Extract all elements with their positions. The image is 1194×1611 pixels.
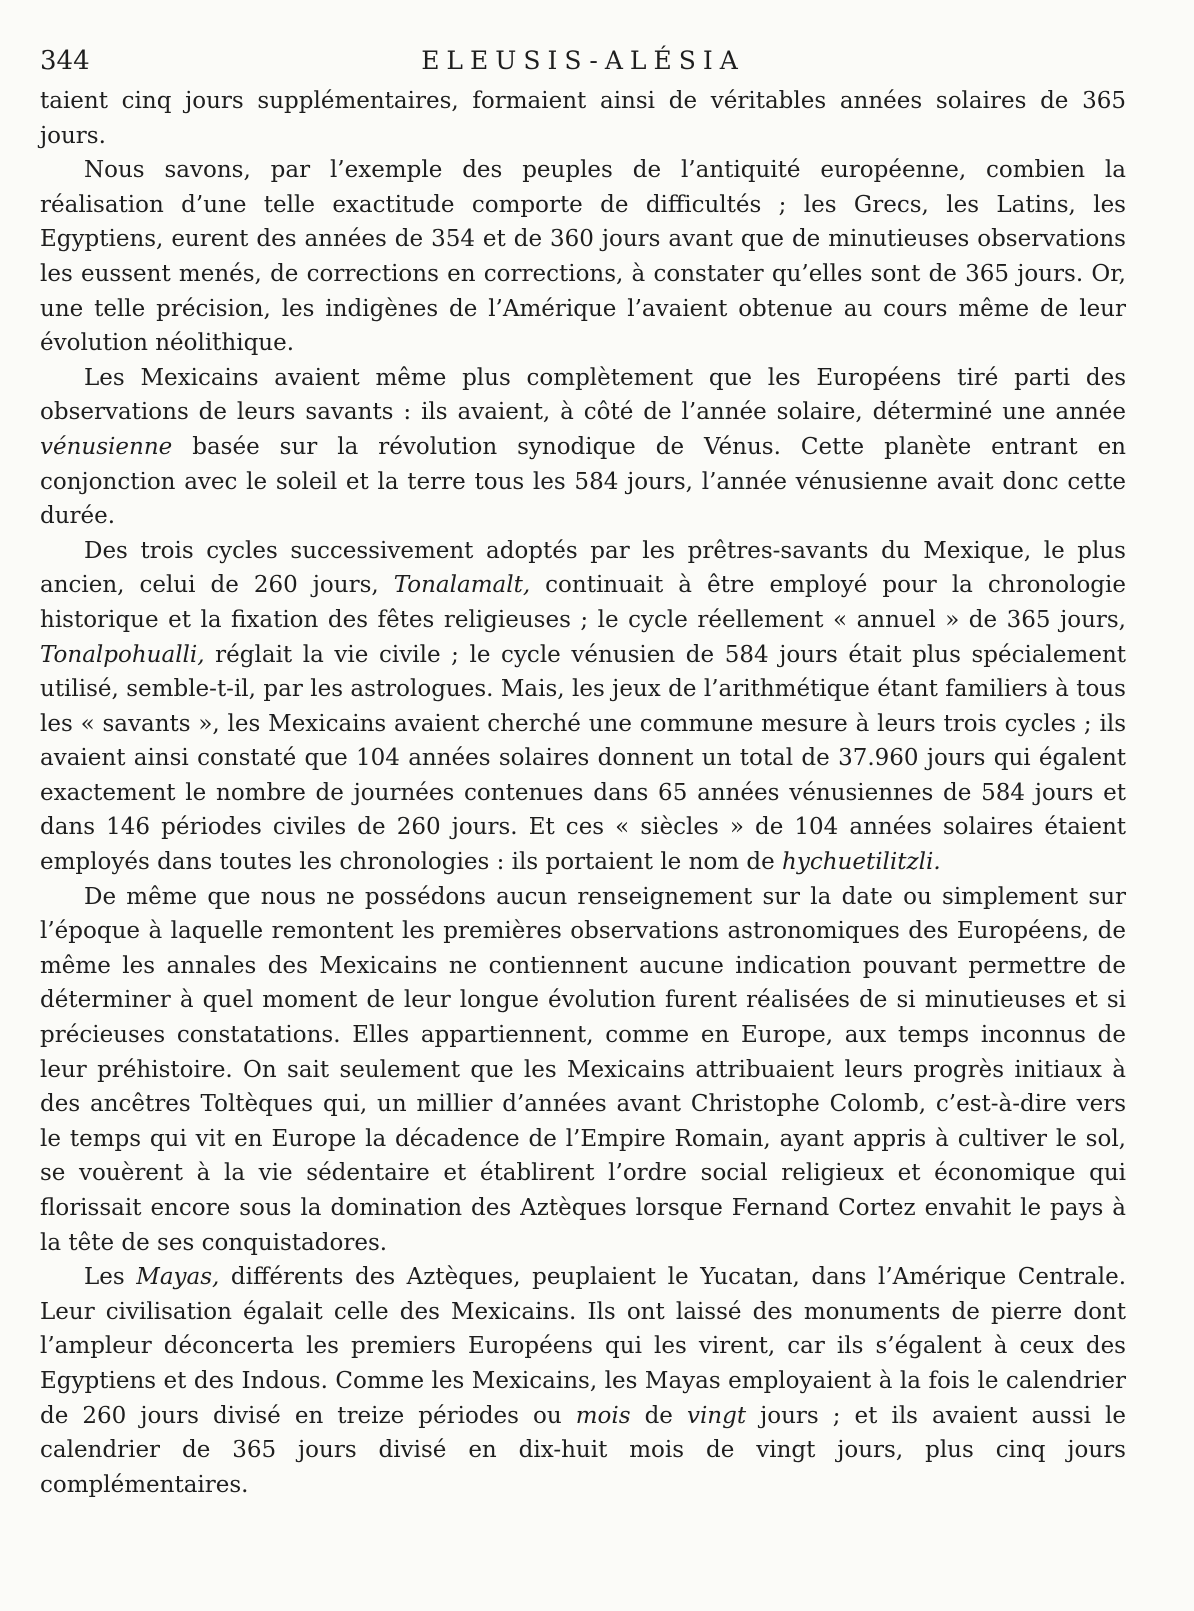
- paragraph-5: [40, 880, 1126, 1261]
- paragraph-6-text-a: Les: [84, 1264, 137, 1291]
- paragraph-5-text: De même que nous ne possédons aucun renseignement sur la date ou simplement sur l’époque à laquelle remontent les premières observations astronomiques des Européens, de même les annales des Mexicains ne contiennent aucune indication pouvant permettre de déterminer à quel moment de leur longue évolution furent réalisées de si minutieuses et si précieuses constatations. Elles appartiennent, comme en Europe, aux temps inconnus de leur préhistoire. On sait seulement que les Mexicains attribuaient leurs progrès initiaux à des ancêtres Toltèques qui, un millier d’années avant Christophe Colomb, c’est-à-dire vers le temps qui vit en Europe la décadence de l’Empire Romain, ayant appris à cultiver le sol, se vouèrent à la vie sédentaire et établirent l’ordre social religieux et économique qui florissait encore sous la domination des Aztèques lorsque Fernand Cortez envahit le pays à la tête de ses conquistadores.: [40, 883, 1126, 1256]
- running-head: [40, 44, 1126, 84]
- paragraph-3: [40, 361, 1126, 534]
- paragraph-1: [40, 84, 1126, 153]
- page-number: 344: [40, 46, 90, 76]
- paragraph-4-text-a: Des trois cycles successivement adoptés par les prêtres-savants du Mexique, le plus ancien, celui de 260 jours,: [40, 537, 1126, 599]
- paragraph-6-italic-mois: mois: [575, 1402, 631, 1429]
- body-text: [40, 84, 1126, 1502]
- paragraph-6-text-c: de: [630, 1402, 687, 1429]
- paragraph-3-text-b: basée sur la révolution synodique de Vénus. Cette planète entrant en conjonction avec le soleil et la terre tous les 584 jours, l’année vénusienne avait donc cette durée.: [40, 433, 1126, 530]
- paragraph-6-text-d: jours ; et ils avaient aussi le calendrier de 365 jours divisé en dix-huit mois de vingt jours, plus cinq jours complémentaires.: [40, 1402, 1126, 1498]
- paragraph-4-text-c: réglait la vie civile ; le cycle vénusien de 584 jours était plus spécialement utilisé, semble-t-il, par les astrologues. Mais, les jeux de l’arithmétique étant familiers à tous les « savants », les Mexicains avaient cherché une commune mesure à leurs trois cycles ; ils avaient ainsi constaté que 104 années solaires donnent un total de 37.960 jours qui égalent exactement le nombre de journées contenues dans 65 années vénusiennes de 584 jours et dans 146 périodes civiles de 260 jours. Et ces « siècles » de 104 années solaires étaient employés dans toutes les chronologies : ils portaient le nom de: [40, 641, 1126, 876]
- running-title: ELEUSIS-ALÉSIA: [421, 46, 745, 75]
- paragraph-3-text-a: Les Mexicains avaient même plus complètement que les Européens tiré parti des observations de leurs savants : ils avaient, à côté de l’année solaire, déterminé une année: [40, 364, 1126, 426]
- paragraph-1-text: taient cinq jours supplémentaires, formaient ainsi de véritables années solaires de 365 jours.: [40, 88, 1126, 149]
- paragraph-3-italic-venusienne: vénusienne: [40, 433, 173, 460]
- paragraph-6-text-b: différents des Aztèques, peuplaient le Yucatan, dans l’Amérique Centrale. Leur civilisation égalait celle des Mexicains. Ils ont laissé des monuments de pierre dont l’ampleur déconcerta les premiers Européens qui les virent, car ils s’égalent à ceux des Egyptiens et des Indous. Comme les Mexicains, les Mayas employaient à la fois le calendrier de 260 jours divisé en treize périodes ou: [40, 1264, 1127, 1429]
- book-page: [40, 44, 1126, 1502]
- paragraph-4-italic-tonalamalt: Tonalamalt,: [393, 572, 531, 599]
- paragraph-6-italic-vingt: vingt: [686, 1402, 747, 1429]
- paragraph-2: [40, 153, 1126, 361]
- paragraph-4-text-b: continuait à être employé pour la chronologie historique et la fixation des fêtes religieuses ; le cycle réellement « annuel » de 365 jours,: [40, 572, 1126, 633]
- paragraph-6: [40, 1260, 1126, 1502]
- paragraph-4: [40, 534, 1126, 880]
- paragraph-4-italic-tonalpohualli: Tonalpohualli,: [40, 641, 205, 668]
- paragraph-6-italic-mayas: Mayas,: [136, 1264, 220, 1291]
- paragraph-2-text: Nous savons, par l’exemple des peuples de l’antiquité européenne, combien la réalisation d’une telle exactitude comporte de difficultés ; les Grecs, les Latins, les Egyptiens, eurent des années de 354 et de 360 jours avant que de minutieuses observations les eussent menés, de corrections en corrections, à constater qu’elles sont de 365 jours. Or, une telle précision, les indigènes de l’Amérique l’avaient obtenue au cours même de leur évolution néolithique.: [40, 157, 1126, 357]
- paragraph-4-italic-hychuetilitzli: hychuetilitzli.: [782, 849, 941, 876]
